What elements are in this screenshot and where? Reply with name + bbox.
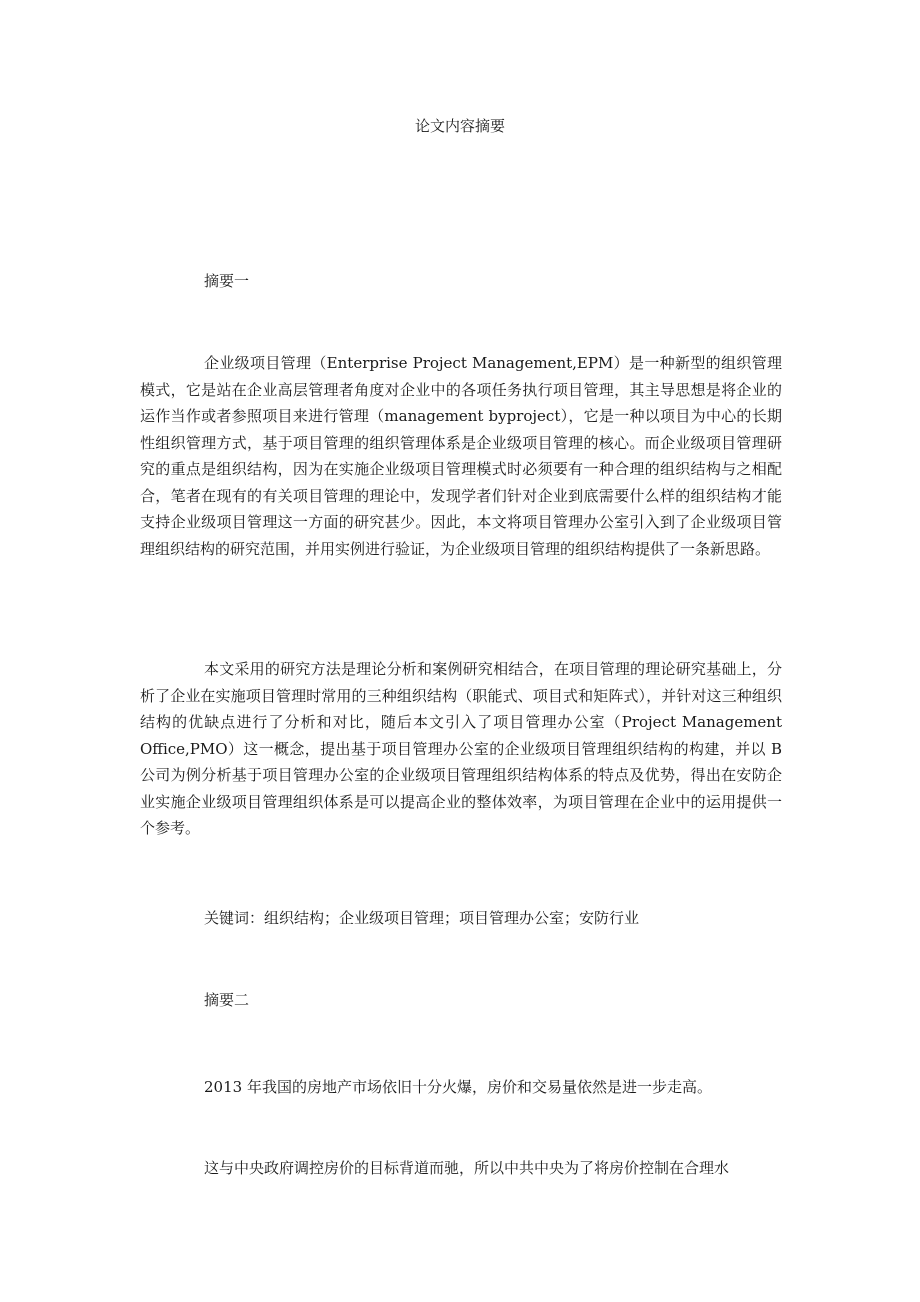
document-title: 论文内容摘要 [414, 117, 505, 135]
abstract-two-line-1: 2013 年我国的房地产市场依旧十分火爆，房价和交易量依然是进一步走高。 [204, 1078, 712, 1096]
abstract-two-heading: 摘要二 [204, 991, 250, 1009]
abstract-one-paragraph-2: 本文采用的研究方法是理论分析和案例研究相结合，在项目管理的理论研究基础上，分析了企业在实施项目管理时常用的三种组织结构（职能式、项目式和矩阵式），并针对这三种组织结构的优缺点进行了分析和对比，随后本文引入了项目管理办公室（Project Management Office,PMO）这一概念，提出基于项目管理办公室的企业级项目管理组织结构的构建，并以 B 公司为例分析基于项目管理办公室的企业级项目管理组织结构体系的特点及优势，得出在安防企业实施企业级项目管理组织体系是可以提高企业的整体效率，为项目管理在企业中的运用提供一个参考。 [140, 660, 782, 837]
keywords-line: 关键词：组织结构；企业级项目管理；项目管理办公室；安防行业 [204, 909, 640, 927]
abstract-two-line-2: 这与中央政府调控房价的目标背道而驰，所以中共中央为了将房价控制在合理水 [204, 1159, 730, 1177]
abstract-one-paragraph-1: 企业级项目管理（Enterprise Project Management,EPM）是一种新型的组织管理模式，它是站在企业高层管理者角度对企业中的各项任务执行项目管理，其主导思想是将企业的运作当作或者参照项目来进行管理（management byproject），它是一种以项目为中心的长期性组织管理方式，基于项目管理的组织管理体系是企业级项目管理的核心。而企业级项目管理研究的重点是组织结构，因为在实施企业级项目管理模式时必须要有一种合理的组织结构与之相配合，笔者在现有的有关项目管理的理论中，发现学者们针对企业到底需要什么样的组织结构才能支持企业级项目管理这一方面的研究甚少。因此，本文将项目管理办公室引入到了企业级项目管理组织结构的研究范围，并用实例进行验证，为企业级项目管理的组织结构提供了一条新思路。 [140, 354, 782, 558]
abstract-one-heading: 摘要一 [204, 272, 250, 290]
